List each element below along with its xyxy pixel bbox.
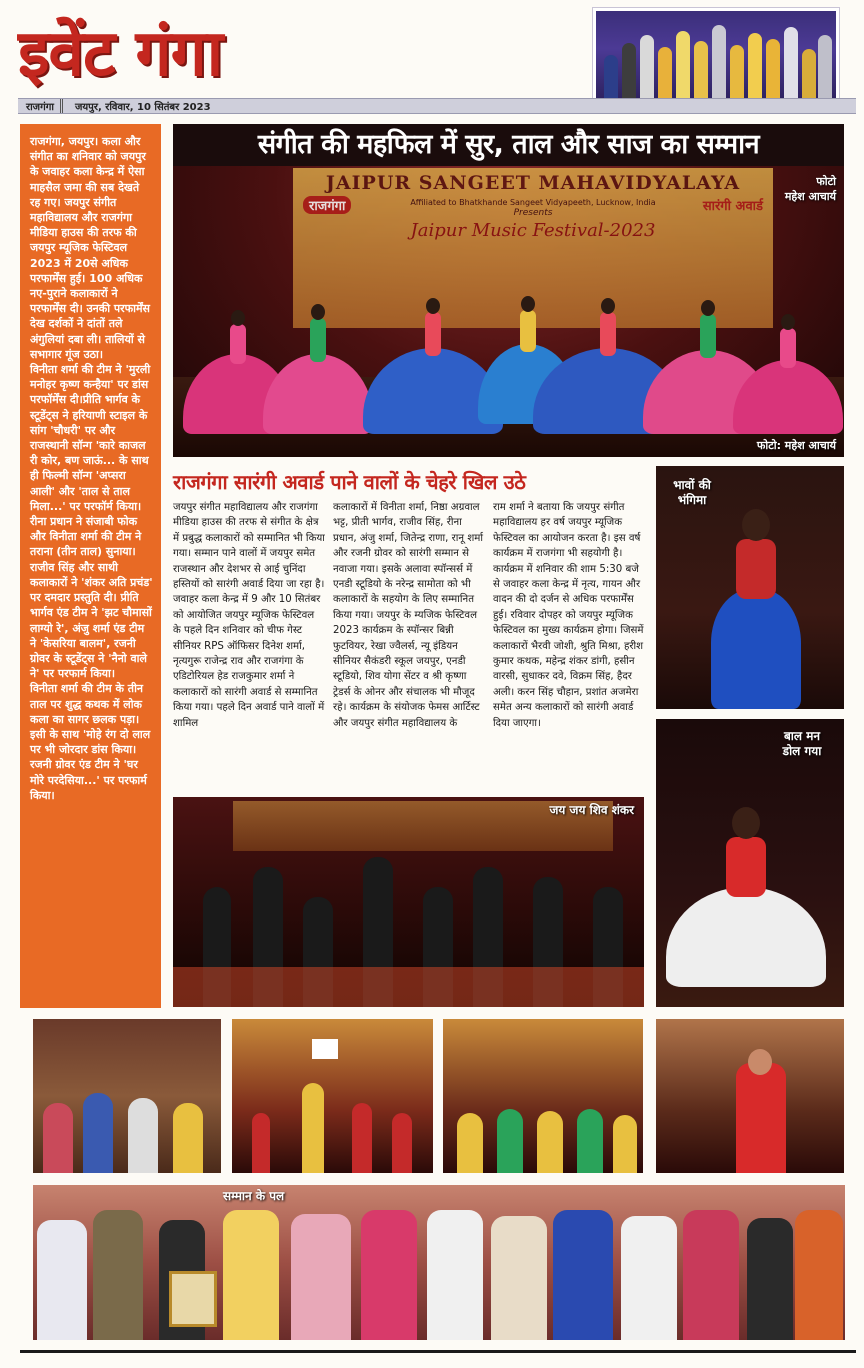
dateline-text: जयपुर, रविवार, 10 सितंबर 2023 <box>74 102 211 113</box>
banner-rajganga: राजगंगा <box>303 196 351 214</box>
caption-jay-shiv: जय जय शिव शंकर <box>549 803 634 817</box>
banner-title: JAIPUR SANGEET MAHAVIDYALAYA <box>325 172 741 194</box>
photo-bhav-bhangima <box>656 466 844 709</box>
hero-stage-photo <box>173 124 844 457</box>
photo-shiv-shankar-group <box>173 797 644 1007</box>
caption-bal-man: बाल मन डोल गया <box>782 729 822 758</box>
photo-red-dancer <box>656 1019 844 1173</box>
dancer <box>733 294 843 434</box>
caption-bhav: भावों की भंगिमा <box>673 478 711 507</box>
photo-bal-man <box>656 719 844 1007</box>
photo-audience <box>33 1019 221 1173</box>
left-paragraph: विनीता शर्मा की टीम के तीन ताल पर शुद्ध कथक में लोक कला का सागर छलक पड़ा। इसी के साथ 'मोहे रंग दो लाल पर भी जोरदार डांस किया। रजनी ग्रोवर एंड टीम ने 'घर मोरे परदेसिया...' पर परफार्म किया। <box>30 682 151 802</box>
article-subheadline: राजगंगा सारंगी अवार्ड पाने वालों के चेहरे खिल उठे <box>173 470 526 494</box>
dateline-bar <box>18 98 856 114</box>
photo-credit-top: फोटो महेश आचार्य <box>784 175 836 203</box>
left-column-story <box>20 124 161 1008</box>
left-paragraph: विनीता शर्मा की टीम ने 'मुरली मनोहर कृष्ण कन्हैया' पर डांस परफॉर्मेंस दी।प्रीति भार्गव के स्टूडेंट्स ने हरियाणी स्टाइल के सांग 'चौधरी' पर और राजस्थानी सॉन्ग 'कारे काजल री कोर, बण जाऊं... के साथ ही फिल्मी सॉन्ग 'अप्सरा आली' और 'ताल से ताल मिला...' पर परफॉर्म किया। रीना प्रधान ने संजाबी फोक और विनीता शर्मा की टीम ने तराना (तीन ताल) सुनाया। राजीव सिंह और साथी कलाकारों ने 'शंकर अति प्रचंड' पर दमदार प्रस्तुति दी। प्रीति भार्गव एंड टीम ने 'झट चौमासों लाग्यो रे', अंजु शर्मा एंड टीम ने 'केसरिया बालम', रजनी ग्रोवर के स्टूडेंट्स ने 'नैनो वाले ने' पर परफार्म किया। <box>30 363 153 681</box>
article-column-2: कलाकारों में विनीता शर्मा, निष्ठा अग्रवाल भट्ट, प्रीती भार्गव, राजीव सिंह, रीना प्रधान, अंजु शर्मा, जितेन्द्र राणा, रानू शर्मा और रजनी ग्रोवर को सारंगी सम्मान से नवाजा गया। इसके अलावा स्पॉन्सर्स में एनडी स्टूडियो के नरेन्द्र सामोता को भी कलाकारों के सहयोग के लिए सम्मानित किया गया। जयपुर के म्यजिक फेस्टिवल 2023 कार्यक्रम के स्पॉन्सर बिन्नी फुटवियर, रेखा ज्वैलर्स, न्यू इंडियन सीनियर सैकंडरी स्कूल जयपुर, एनडी स्टूडियो, शिव योगा सेंटर व श्री कृष्णा ट्रेडर्स के ओनर और संचालक भी मौजूद रहे। कार्यक्रम के संयोजक फेमस आर्टिस्ट और जयपुर संगीत महाविद्यालय के <box>333 502 483 729</box>
left-paragraph: राजगंगा, जयपुर। कला और संगीत का शनिवार को जयपुर के जवाहर कला केन्द्र में ऐसा माहसैल जमा की सब देखते रह गए। जयपुर संगीत महाविद्यालय और राजगंगा मीडिया हाउस की तरफ की जयपुर म्यूजिक फेस्टिवल 2023 में 20से अधिक परफार्मेंस हुई। 100 अधिक नए-पुराने कलाकारों ने परफार्मेंस दी। उनकी परफार्मेंस देख दर्शकों ने दांतों तले अंगुलियां दबा ली। तालियों से सभागार गूंज उठा। <box>30 135 150 361</box>
photo-credit-bottom: फोटो: महेश आचार्य <box>756 439 836 452</box>
page-bottom-rule <box>20 1350 856 1353</box>
banner-presents: Presents <box>513 208 553 218</box>
banner-subtitle: Affiliated to Bhatkhande Sangeet Vidyapeeth, Lucknow, India <box>410 198 656 207</box>
photo-samman-moments <box>33 1185 845 1340</box>
banner-festival: Jaipur Music Festival-2023 <box>410 220 656 241</box>
article-column-3: राम शर्मा ने बताया कि जयपुर संगीत महाविद्यालय हर वर्ष जयपुर म्यूजिक फेस्टिवल का आयोजन करता है। इस वर्ष कार्यक्रम में राजगंगा भी सहयोगी है। कार्यक्रम में शनिवार की शाम 5:30 बजे से जवाहर कला केन्द्र में नृत्य, गायन और वादन की दो दर्जन से अधिक परफार्मेंस हुई। रविवार दोपहर को जयपुर म्यूजिक फेस्टिवल का मुख्य कार्यक्रम होगा। जिसमें कलाकारों भैरवी जोशी, श्रुति मिश्रा, हरीश कुमार कथक, महेन्द्र शंकर डांगी, हसीन वारसी, सुधाकर दवे, विक्रम सिंह, हैदर अली। करन सिंह चौहान, प्रशांत अजमेरा समेत अन्य कलाकारों को सारंगी अवार्ड दिया जाएगा। <box>493 502 644 729</box>
masthead-group-photo <box>593 8 839 108</box>
dancer <box>263 274 373 434</box>
masthead-title: इवेंट गंगा <box>18 17 223 91</box>
photo-green-dance <box>443 1019 643 1173</box>
main-headline: संगीत की महफिल में सुर, ताल और साज का सम्मान <box>173 124 844 166</box>
article-column-1: जयपुर संगीत महाविद्यालय और राजगंगा मीडिया हाउस की तरफ से संगीत के क्षेत्र में प्रबुद्ध कलाकारों को सम्मानित भी किया गया। सम्मान पाने वालों में जयपुर समेत राजस्थान और देशभर से आई चुनिंदा हस्तियों को सारंगी अवार्ड दिया जा रहा है। जवाहर कला केन्द्र में 9 और 10 सितंबर को आयोजित जयपुर म्यूजिक फेस्टिवल के पहले दिन शनिवार को चीफ गेस्ट सीनियर RPS ऑफिसर दिनेश शर्मा, नृत्यगुरू राजेन्द्र राव और राजगंगा के एडिटोरियल हेड राजकुमार शर्मा ने कलाकारों को सारंगी अवार्ड से सम्मानित किया गया। पहले दिन अवार्ड पाने वालों में शामिल <box>173 502 325 729</box>
caption-samman: सम्मान के पल <box>223 1189 285 1203</box>
section-label: राजगंगा <box>18 99 63 113</box>
banner-award: सारंगी अवार्ड <box>702 199 763 214</box>
photo-flag-dance <box>232 1019 433 1173</box>
